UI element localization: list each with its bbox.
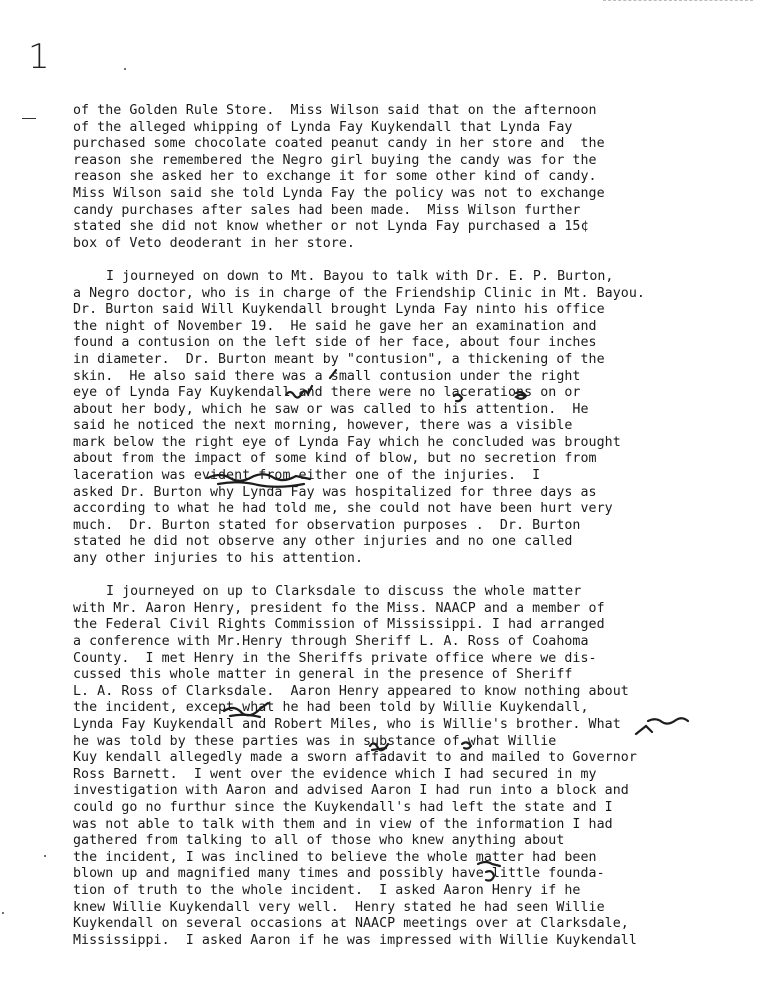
text-line: of the Golden Rule Store. Miss Wilson said that on the afternoon [73, 103, 597, 118]
text-line: found a contusion on the left side of her face, about four inches [73, 335, 597, 351]
text-line: of the alleged whipping of Lynda Fay Kuykendall that Lynda Fay [73, 119, 573, 135]
text-line: knew Willie Kuykendall very well. Henry stated he had seen Willie [73, 899, 605, 915]
text-line: the night of November 19. He said he gave her an examination and [73, 318, 597, 334]
text-line: I journeyed on down to Mt. Bayou to talk with Dr. E. P. Burton, [106, 268, 614, 284]
text-line: Kuy kendall allegedly made a sworn affadavit to and mailed to Governor [73, 750, 637, 766]
text-line: blown up and magnified many times and possibly have little founda- [73, 866, 605, 882]
stray-mark [2, 912, 4, 914]
text-line: cussed this whole matter in general in the presence of Sheriff [73, 667, 573, 683]
text-line: stated she did not know whether or not Lynda Fay purchased a 15¢ [73, 219, 589, 235]
text-line: Ross Barnett. I went over the evidence which I had secured in my [73, 766, 597, 782]
text-line: asked Dr. Burton why Lynda Fay was hospitalized for three days as [73, 484, 597, 500]
text-line: mark below the right eye of Lynda Fay which he concluded was brought [73, 434, 621, 450]
text-line: reason she asked her to exchange it for some other kind of candy. [73, 169, 597, 185]
text-line: investigation with Aaron and advised Aaron I had run into a block and [73, 783, 629, 799]
paragraph [73, 269, 753, 568]
paragraph [73, 584, 753, 949]
text-line: a Negro doctor, who is in charge of the Friendship Clinic in Mt. Bayou. [73, 285, 645, 301]
text-line: candy purchases after sales had been made. Miss Wilson further [73, 202, 581, 218]
text-line: according to what he had told me, she could not have been hurt very [73, 501, 613, 517]
text-line: eye of Lynda Fay Kuykendall and there were no lacerations on or [73, 385, 581, 401]
top-edge-dashes [603, 0, 753, 2]
text-line: with Mr. Aaron Henry, president fo the Miss. NAACP and a member of [73, 600, 605, 616]
text-line: Mississippi. I asked Aaron if he was impressed with Willie Kuykendall [73, 932, 637, 948]
text-line: Dr. Burton said Will Kuykendall brought Lynda Fay ninto his office [73, 302, 605, 318]
stray-mark [124, 68, 126, 70]
page-number: 1 [28, 37, 50, 77]
text-line: purchased some chocolate coated peanut candy in her store and the [73, 136, 605, 152]
text-line: Lynda Fay Kuykendall and Robert Miles, who is Willie's brother. What [73, 716, 621, 732]
text-line: skin. He also said there was a small contusion under the right [73, 368, 581, 384]
text-line: reason she remembered the Negro girl buying the candy was for the [73, 152, 597, 168]
text-line: County. I met Henry in the Sheriffs private office where we dis- [73, 650, 597, 666]
text-line: laceration was evident from either one of the injuries. I [73, 468, 541, 484]
text-line: about her body, which he saw or was called to his attention. He [73, 401, 589, 417]
text-line: L. A. Ross of Clarksdale. Aaron Henry appeared to know nothing about [73, 683, 629, 699]
text-line: in diameter. Dr. Burton meant by "contusion", a thickening of the [73, 351, 605, 367]
margin-tick-mark [22, 118, 36, 119]
text-line: gathered from talking to all of those who knew anything about [73, 833, 565, 849]
paragraph [73, 103, 753, 252]
text-line: stated he did not observe any other injuries and no one called [73, 534, 573, 550]
text-line: said he noticed the next morning, however, there was a visible [73, 418, 573, 434]
text-line: about from the impact of some kind of blow, but no secretion from [73, 451, 597, 467]
text-line: tion of truth to the whole incident. I asked Aaron Henry if he [73, 882, 581, 898]
text-line: the incident, I was inclined to believe the whole matter had been [73, 849, 597, 865]
text-line: Miss Wilson said she told Lynda Fay the policy was not to exchange [73, 185, 605, 201]
text-line: any other injuries to his attention. [73, 551, 363, 567]
text-line: the Federal Civil Rights Commission of Mississippi. I had arranged [73, 617, 605, 633]
text-line: Kuykendall on several occasions at NAACP meetings over at Clarksdale, [73, 916, 629, 932]
text-line: box of Veto deoderant in her store. [73, 235, 355, 251]
text-line: much. Dr. Burton stated for observation purposes . Dr. Burton [73, 517, 581, 533]
text-line: a conference with Mr.Henry through Sheriff L. A. Ross of Coahoma [73, 634, 589, 649]
text-line: he was told by these parties was in substance of what Willie [73, 733, 557, 749]
text-line: could go no furthur since the Kuykendall's had left the state and I [73, 799, 613, 815]
stray-mark [44, 855, 46, 857]
text-line: I journeyed on up to Clarksdale to discuss the whole matter [106, 584, 582, 600]
letter-body [73, 103, 753, 949]
text-line: was not able to talk with them and in view of the information I had [73, 816, 613, 832]
text-line: the incident, except what he had been told by Willie Kuykendall, [73, 700, 589, 716]
